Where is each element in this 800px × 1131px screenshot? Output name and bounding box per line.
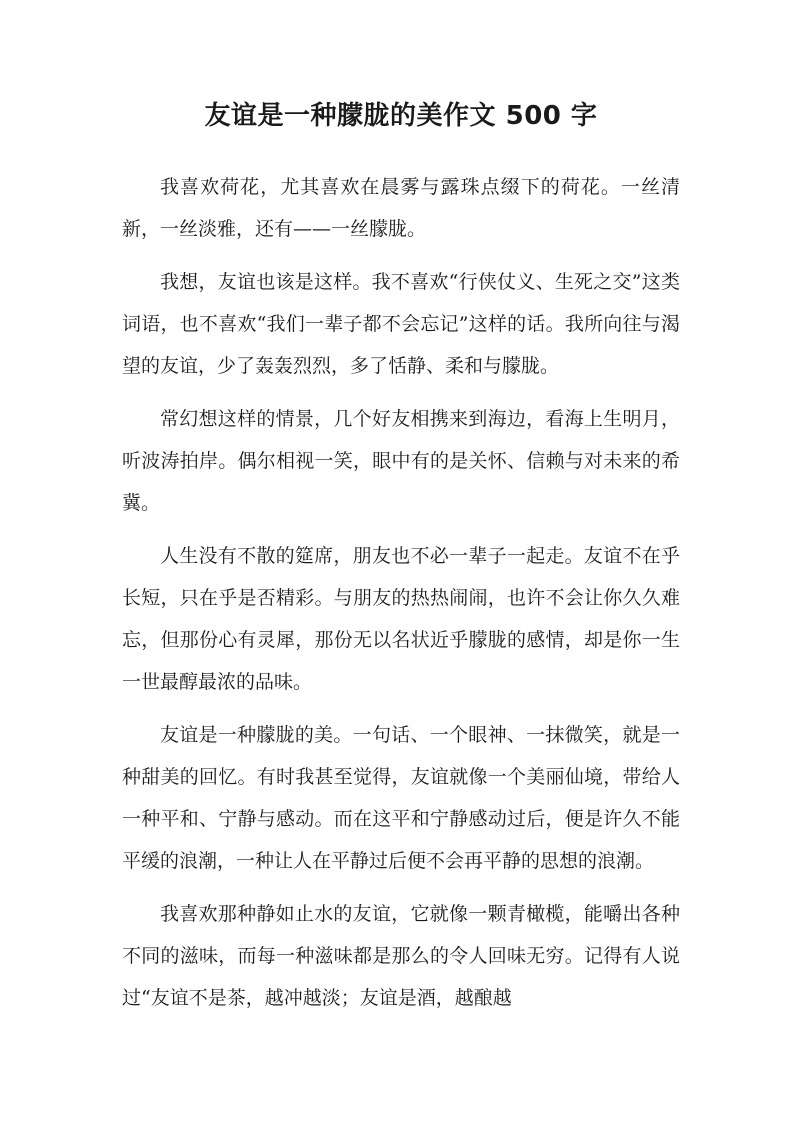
paragraph-6: 我喜欢那种静如止水的友谊，它就像一颗青橄榄，能嚼出各种不同的滋味，而每一种滋味都是那么的令人回味无穷。记得有人说过“友谊不是茶，越冲越淡；友谊是酒，越酿越 bbox=[122, 903, 680, 1009]
paragraph-4: 人生没有不散的筵席，朋友也不必一辈子一起走。友谊不在乎长短，只在乎是否精彩。与朋友的热热闹闹，也许不会让你久久难忘，但那份心有灵犀，那份无以名状近乎朦胧的感情，却是你一生一世最醇最浓的品味。 bbox=[122, 545, 680, 693]
paragraph-1: 我喜欢荷花，尤其喜欢在晨雾与露珠点缀下的荷花。一丝清新，一丝淡雅，还有——一丝朦胧。 bbox=[122, 176, 680, 240]
document-title: 友谊是一种朦胧的美作文 500 字 bbox=[204, 101, 598, 131]
paragraph-5: 友谊是一种朦胧的美。一句话、一个眼神、一抹微笑，就是一种甜美的回忆。有时我甚至觉得，友谊就像一个美丽仙境，带给人一种平和、宁静与感动。而在这平和宁静感动过后，便是许久不能平缓的浪潮，一种让人在平静过后便不会再平静的思想的浪潮。 bbox=[122, 724, 680, 872]
document-body bbox=[122, 166, 680, 1030]
paragraph-2: 我想，友谊也该是这样。我不喜欢“行侠仗义、生死之交”这类词语，也不喜欢“我们一辈子都不会忘记”这样的话。我所向往与渴望的友谊，少了轰轰烈烈，多了恬静、柔和与朦胧。 bbox=[122, 271, 680, 377]
paragraph-3: 常幻想这样的情景，几个好友相携来到海边，看海上生明月，听波涛拍岸。偶尔相视一笑，眼中有的是关怀、信赖与对未来的希冀。 bbox=[122, 408, 680, 514]
